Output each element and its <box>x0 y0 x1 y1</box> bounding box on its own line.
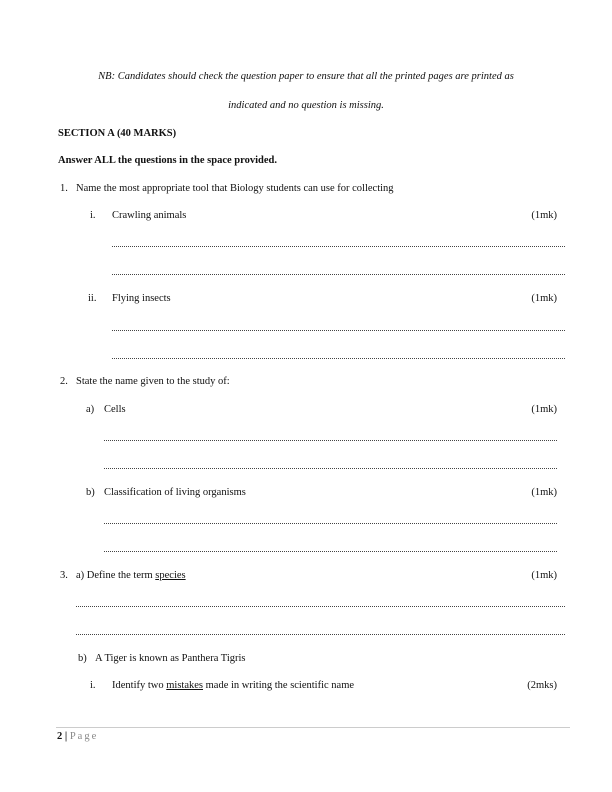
page-footer <box>57 730 98 744</box>
question-2-text: State the name given to the study of: <box>76 376 230 387</box>
answer-line[interactable] <box>76 606 565 607</box>
section-title: SECTION A (40 MARKS) <box>58 128 177 139</box>
answer-line[interactable] <box>104 523 557 524</box>
q1-part-i-marks: (1mk) <box>531 210 557 221</box>
answer-line[interactable] <box>112 274 565 275</box>
answer-line[interactable] <box>112 358 565 359</box>
q2-part-a-label: a) <box>86 404 95 415</box>
q3b-i-marks: (2mks) <box>527 680 557 691</box>
q3bi-suffix: made in writing the scientific name <box>203 680 355 691</box>
answer-line[interactable] <box>104 440 557 441</box>
q1-part-ii-number: ii. <box>88 293 97 304</box>
q2-part-b-marks: (1mk) <box>531 487 557 498</box>
q3a-prefix: a) Define the term <box>76 570 156 581</box>
q3a-marks: (1mk) <box>531 570 557 581</box>
notice-line-2: indicated and no question is missing. <box>228 100 384 111</box>
answer-line[interactable] <box>104 468 557 469</box>
footer-separator: | <box>64 731 68 742</box>
page-number: 2 <box>57 731 63 742</box>
instruction: Answer ALL the questions in the space provided. <box>58 155 277 166</box>
q3b-label: b) <box>78 653 87 664</box>
q3b-i-number: i. <box>90 680 96 691</box>
question-2-number: 2. <box>60 376 68 387</box>
answer-line[interactable] <box>112 330 565 331</box>
q2-part-a-marks: (1mk) <box>531 404 557 415</box>
answer-line[interactable] <box>104 551 557 552</box>
q3bi-term: mistakes <box>166 680 203 691</box>
q3a-term: species <box>155 570 186 581</box>
question-1-text: Name the most appropriate tool that Biology students can use for collecting <box>76 183 394 194</box>
q3bi-prefix: Identify two <box>112 680 167 691</box>
notice-line-1: NB: Candidates should check the question paper to ensure that all the printed pages are printed as <box>98 71 514 82</box>
footer-divider <box>56 727 570 728</box>
question-3-number: 3. <box>60 570 68 581</box>
answer-line[interactable] <box>112 246 565 247</box>
q1-part-ii-text: Flying insects <box>112 293 171 304</box>
q1-part-i-number: i. <box>90 210 96 221</box>
page-label: Page <box>69 731 99 742</box>
q3b-text: A Tiger is known as Panthera Tigris <box>95 653 246 664</box>
q1-part-i-text: Crawling animals <box>112 210 187 221</box>
question-3a-text <box>76 569 186 583</box>
answer-line[interactable] <box>76 634 565 635</box>
q1-part-ii-marks: (1mk) <box>531 293 557 304</box>
q2-part-b-text: Classification of living organisms <box>104 487 246 498</box>
question-1-number: 1. <box>60 183 68 194</box>
q2-part-a-text: Cells <box>104 404 126 415</box>
q2-part-b-label: b) <box>86 487 95 498</box>
q3b-i-text <box>112 679 354 693</box>
